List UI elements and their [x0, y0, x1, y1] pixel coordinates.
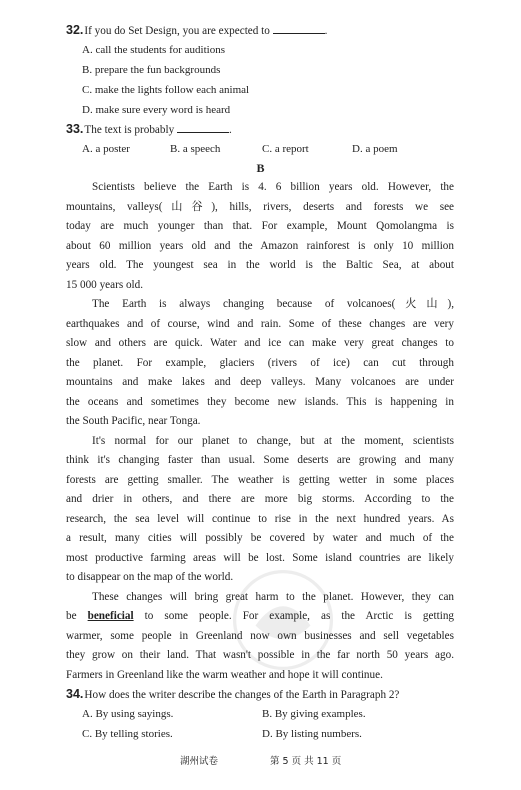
passage-line: today are much younger than that. For example, Mount Qomolangma is: [66, 220, 454, 232]
passage-line: and drier in others, and there are more big storms. According to the: [66, 493, 454, 505]
section-label: B: [256, 161, 265, 175]
passage-line: slow and others are quick. Water and ice can make very great changes to: [66, 337, 454, 349]
passage-line: a result, many cities will possibly be covered by water and much of the: [66, 532, 454, 544]
question-stem: If you do Set Design, you are expected to: [84, 25, 270, 37]
page-number: 第 5 页 共 11 页: [270, 756, 342, 767]
option-a: A. call the students for auditions: [82, 44, 225, 56]
option-d: D. make sure every word is heard: [82, 104, 231, 116]
passage-line: The Earth is always changing because of volcanoes(火山),: [92, 298, 454, 310]
passage-line: forests are getting smaller. The weather is getting wetter in some places: [66, 474, 454, 486]
option-b: B. a speech: [170, 143, 221, 155]
passage-line: the planet. For example, glaciers (rivers of ice) can cut through: [66, 357, 454, 369]
passage-line: These changes will bring great harm to the planet. However, they can: [92, 591, 454, 603]
passage-line: about 60 million years old and the Amazon rainforest is only 10 million: [66, 240, 454, 252]
passage-line: the oceans and sometimes they become new islands. This is happening in: [66, 396, 454, 408]
footer-source: 湖州试卷: [180, 756, 219, 767]
answer-blank: [273, 23, 325, 34]
passage-line: mountains and make lakes and deep valleys. Many volcanoes are under: [66, 376, 454, 388]
question-stem: How does the writer describe the changes of the Earth in Paragraph 2?: [84, 689, 400, 701]
passage-line: be beneficial to some people. For example, as the Arctic is getting: [66, 610, 455, 622]
passage-line: earthquakes and of course, wind and rain. Some of these changes are very: [66, 318, 454, 330]
option-d: D. By listing numbers.: [262, 728, 362, 740]
option-b: B. prepare the fun backgrounds: [82, 64, 221, 76]
passage-line: research, the sea level will continue to rise in the next hundred years. As: [66, 513, 454, 525]
passage-line: 15 000 years old.: [66, 279, 144, 291]
passage-line: years old. The youngest sea in the world is the Baltic Sea, at about: [66, 259, 454, 271]
question-33: 33.The text is probably .: [66, 122, 232, 136]
option-d: D. a poem: [352, 143, 398, 155]
option-c: C. By telling stories.: [82, 728, 173, 740]
passage-line: Scientists believe the Earth is 4. 6 billion years old. However, the: [92, 181, 454, 193]
option-a: A. a poster: [82, 143, 130, 155]
question-number: 33.: [66, 122, 84, 136]
passage-line: the South Pacific, near Tonga.: [66, 415, 201, 427]
answer-blank: [177, 122, 229, 133]
question-stem: The text is probably: [84, 124, 175, 136]
passage-line: to disappear on the map of the world.: [66, 571, 234, 583]
option-c: C. make the lights follow each animal: [82, 84, 250, 96]
passage-line: mountains, valleys(山谷), hills, rivers, deserts and forests we see: [66, 201, 454, 213]
question-number: 34.: [66, 687, 84, 701]
passage-line: most productive farming areas will be lost. Some island countries are likely: [66, 552, 454, 564]
passage-line: Farmers in Greenland like the warm weather and hope it will continue.: [66, 669, 383, 681]
option-b: B. By giving examples.: [262, 708, 366, 720]
question-34: [66, 687, 399, 702]
passage-line: warmer, some people in Greenland now own businesses and sell vegetables: [66, 630, 454, 642]
option-a: A. By using sayings.: [82, 708, 174, 720]
underlined-word: beneficial: [87, 610, 134, 622]
question-32: 32.If you do Set Design, you are expected to .: [66, 23, 328, 37]
passage-line: It's normal for our planet to change, but at the moment, scientists: [92, 435, 454, 447]
question-number: 32.: [66, 23, 84, 37]
passage-line: think it's changing faster than usual. Some deserts are growing and many: [66, 454, 454, 466]
option-c: C. a report: [262, 143, 309, 155]
passage-line: they grow on their land. That wasn't possible in the far north 50 years ago.: [66, 649, 454, 661]
